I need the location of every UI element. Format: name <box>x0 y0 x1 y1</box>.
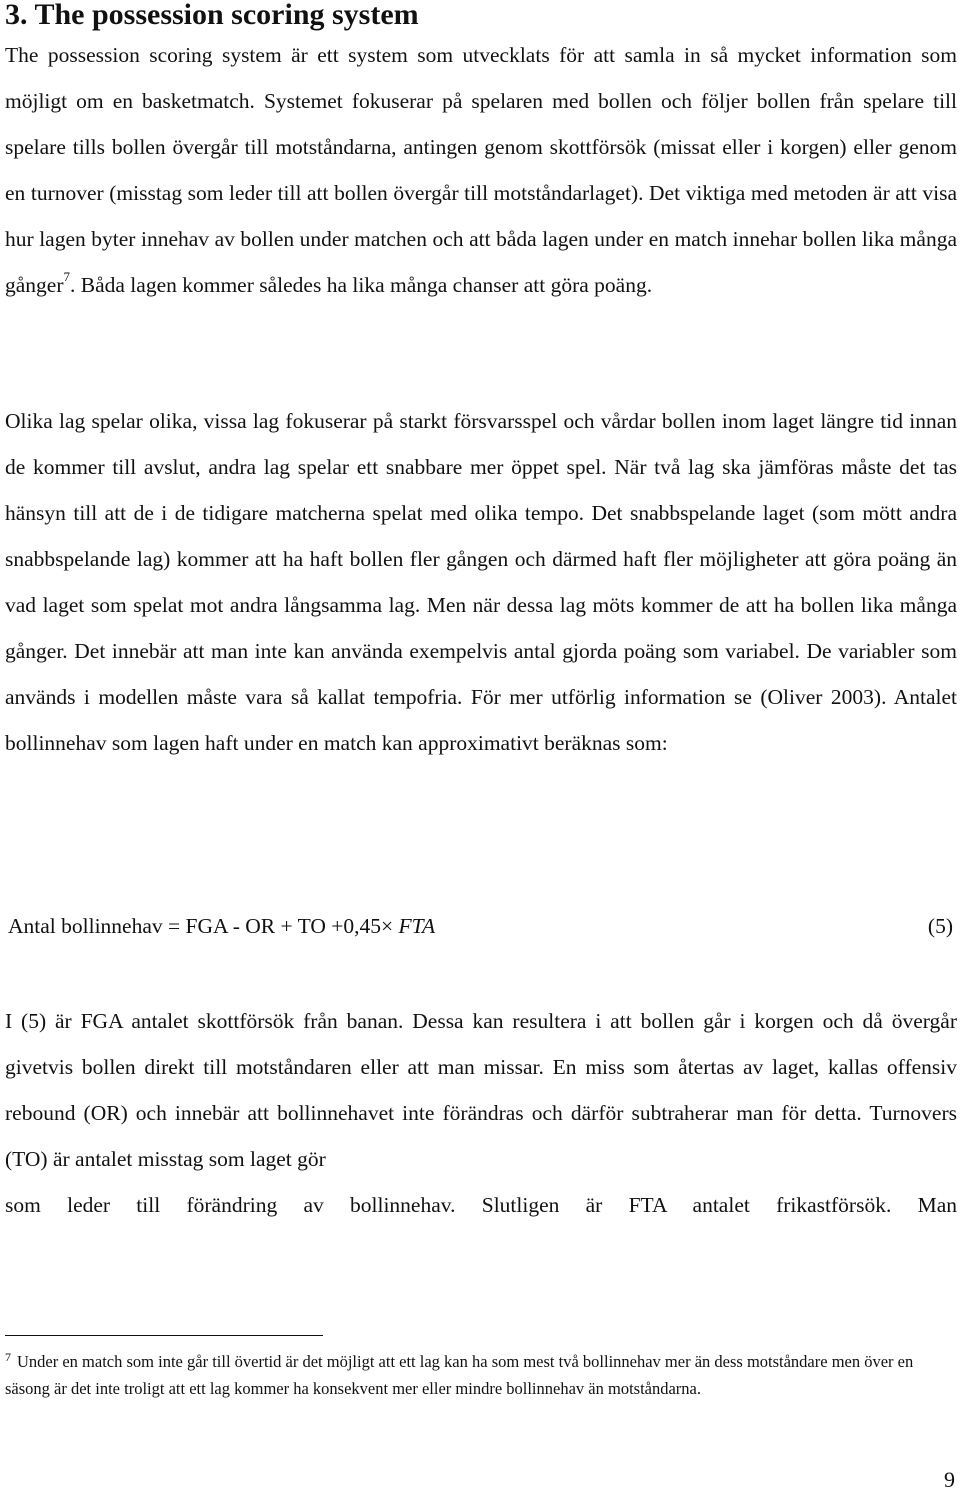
paragraph-3-last-line: som leder till förändring av bollinnehav. Slutligen är FTA antalet frikastförsök. Man <box>5 1193 957 1217</box>
section-heading: 3. The possession scoring system <box>5 0 419 31</box>
equation-variable: FTA <box>398 914 436 938</box>
footnote-divider <box>5 1335 323 1336</box>
paragraph-1-text: The possession scoring system är ett system som utvecklats för att samla in så mycket information som möjligt om en basketmatch. Systemet fokuserar på spelaren med bollen och följer bollen från spelare till spelare tills bollen övergår till motståndarna, antingen genom skottförsök (missat eller i korgen) eller genom en turnover (misstag som leder till att bollen övergår till motståndarlaget). Det viktiga med metoden är att visa hur lagen byter innehav av bollen under matchen och att båda lagen under en match innehar bollen lika många gånger <box>5 43 957 297</box>
page-number: 9 <box>944 1467 955 1492</box>
equation-expression <box>8 906 435 946</box>
paragraph-3-text: I (5) är FGA antalet skottförsök från banan. Dessa kan resultera i att bollen går i korgen och då övergår givetvis bollen direkt till motståndaren eller att man missar. En miss som återtas av laget, kallas offensiv rebound (OR) och innebär att bollinnehavet inte förändras och därför subtraherar man för detta. Turnovers (TO) är antalet misstag som laget gör <box>5 1009 957 1171</box>
footnote <box>5 1349 945 1402</box>
paragraph-3 <box>5 998 957 1228</box>
footnote-mark: 7 <box>5 1350 11 1364</box>
multiply-operator: × <box>381 914 394 938</box>
equation-number: (5) <box>927 914 953 938</box>
footnote-reference[interactable]: 7 <box>63 268 70 284</box>
footnote-text: Under en match som inte går till övertid är det möjligt att ett lag kan ha som mest två bollinnehav mer än dess motståndare men över en säsong är det inte troligt att ett lag kommer ha konsekvent mer eller mindre bollinnehav än motståndarna. <box>5 1352 914 1398</box>
paragraph-1-tail: . Båda lagen kommer således ha lika många chanser att göra poäng. <box>70 273 653 297</box>
equation-5 <box>8 906 955 946</box>
paragraph-1 <box>5 32 957 308</box>
paragraph-2: Olika lag spelar olika, vissa lag fokuserar på starkt försvarsspel och vårdar bollen inom laget längre tid innan de kommer till avslut, andra lag spelar ett snabbare mer öppet spel. När två lag ska jämföras måste det tas hänsyn till att de i de tidigare matcherna spelat med olika tempo. Det snabbspelande laget (som mött andra snabbspelande lag) kommer att ha haft bollen fler gången och därmed haft fler möjligheter att göra poäng än vad laget som spelat mot andra långsamma lag. Men när dessa lag möts kommer de att ha bollen lika många gånger. Det innebär att man inte kan använda exempelvis antal gjorda poäng som variabel. De variabler som används i modellen måste vara så kallat tempofria. För mer utförlig information se (Oliver 2003). Antalet bollinnehav som lagen haft under en match kan approximativt beräknas som: <box>5 409 957 755</box>
equation-lhs: Antal bollinnehav = FGA - OR + TO +0,45 <box>8 914 382 938</box>
